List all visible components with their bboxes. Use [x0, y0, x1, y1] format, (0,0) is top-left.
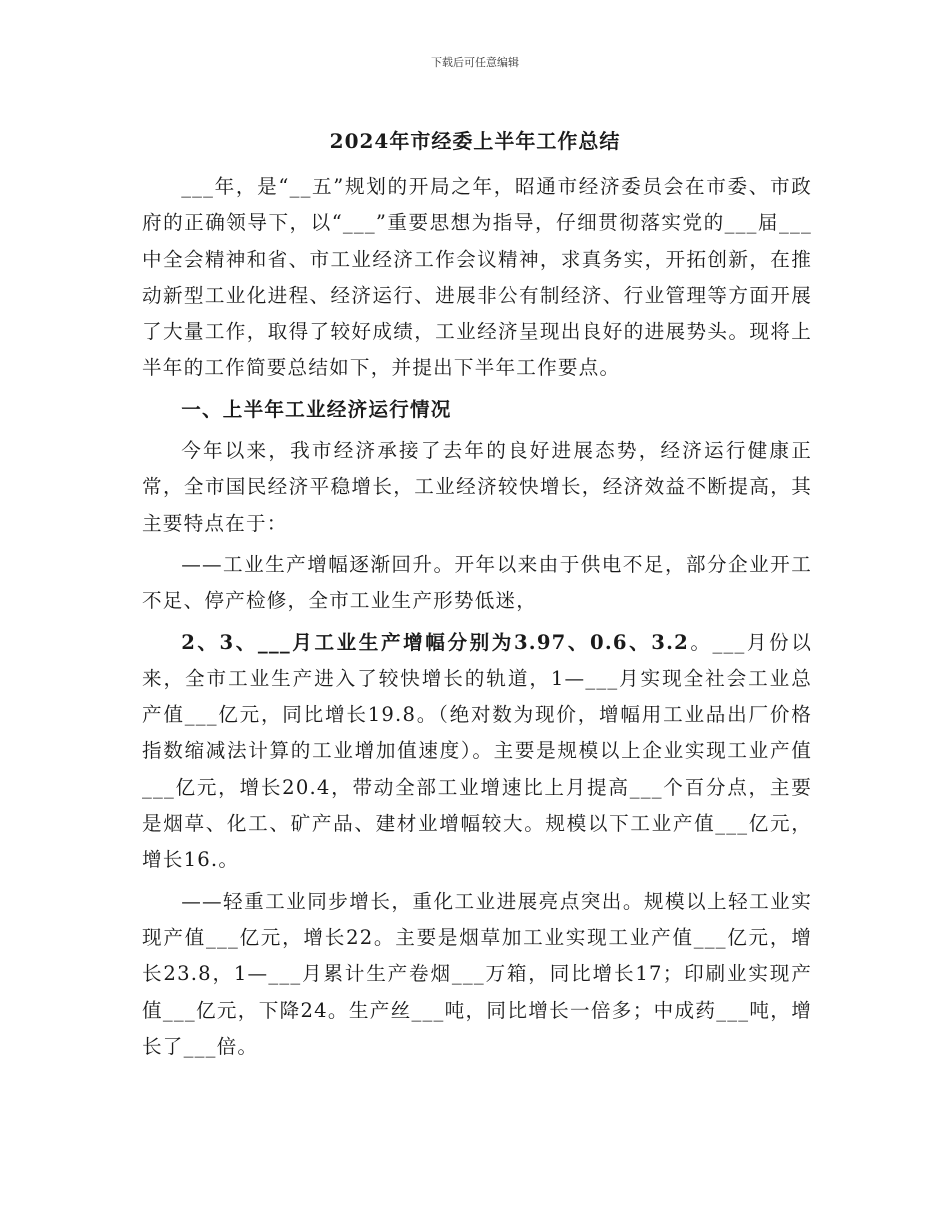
growth-figures-bold: 2、3、___月工业生产增幅分别为3.97、0.6、3.2: [181, 630, 689, 654]
header-note: 下载后可任意编辑: [431, 56, 519, 69]
paragraph-light-heavy-industry: ——轻重工业同步增长，重化工业进展亮点突出。规模以上轻工业实现产值___亿元，增长22。主要是烟草加工业实现工业产值___亿元，增长23.8，1—___月累计生产卷烟___万箱，同比增长17；印刷业实现产值___亿元，下降24。生产丝___吨，同比增长一倍多；中成药___吨，增长了___倍。: [142, 889, 812, 1058]
document-title: 2024年市经委上半年工作总结: [329, 129, 621, 153]
section-heading-1: 一、上半年工业经济运行情况: [181, 397, 452, 421]
paragraph-intro: ___年，是“__五”规划的开局之年，昭通市经济委员会在市委、市政府的正确领导下，以“___”重要思想为指导，仔细贯彻落实党的___届___中全会精神和省、市工业经济工作会议精神，求真务实，开拓创新，在推动新型工业化进程、经济运行、进展非公有制经济、行业管理等方面开展了大量工作，取得了较好成绩，工业经济呈现出良好的进展势头。现将上半年的工作简要总结如下，并提出下半年工作要点。: [142, 175, 812, 380]
paragraph-growth-figures: [142, 625, 812, 879]
growth-figures-text: 。___月份以来，全市工业生产进入了较快增长的轨道，1—___月实现全社会工业总产值___亿元，同比增长19.8。（绝对数为现价，增幅用工业品出厂价格指数缩减法计算的工业增加值速度）。主要是规模以上企业实现工业产值___亿元，增长20.4，带动全部工业增速比上月提高___个百分点，主要是烟草、化工、矿产品、建材业增幅较大。规模以下工业产值___亿元，增长16.。: [142, 630, 813, 872]
document-body: [142, 169, 812, 1065]
paragraph-overview: 今年以来，我市经济承接了去年的良好进展态势，经济运行健康正常，全市国民经济平稳增长，工业经济较快增长，经济效益不断提高，其主要特点在于：: [142, 439, 812, 535]
paragraph-production-recovery: ——工业生产增幅逐渐回升。开年以来由于供电不足，部分企业开工不足、停产检修，全市工业生产形势低迷，: [142, 552, 812, 613]
